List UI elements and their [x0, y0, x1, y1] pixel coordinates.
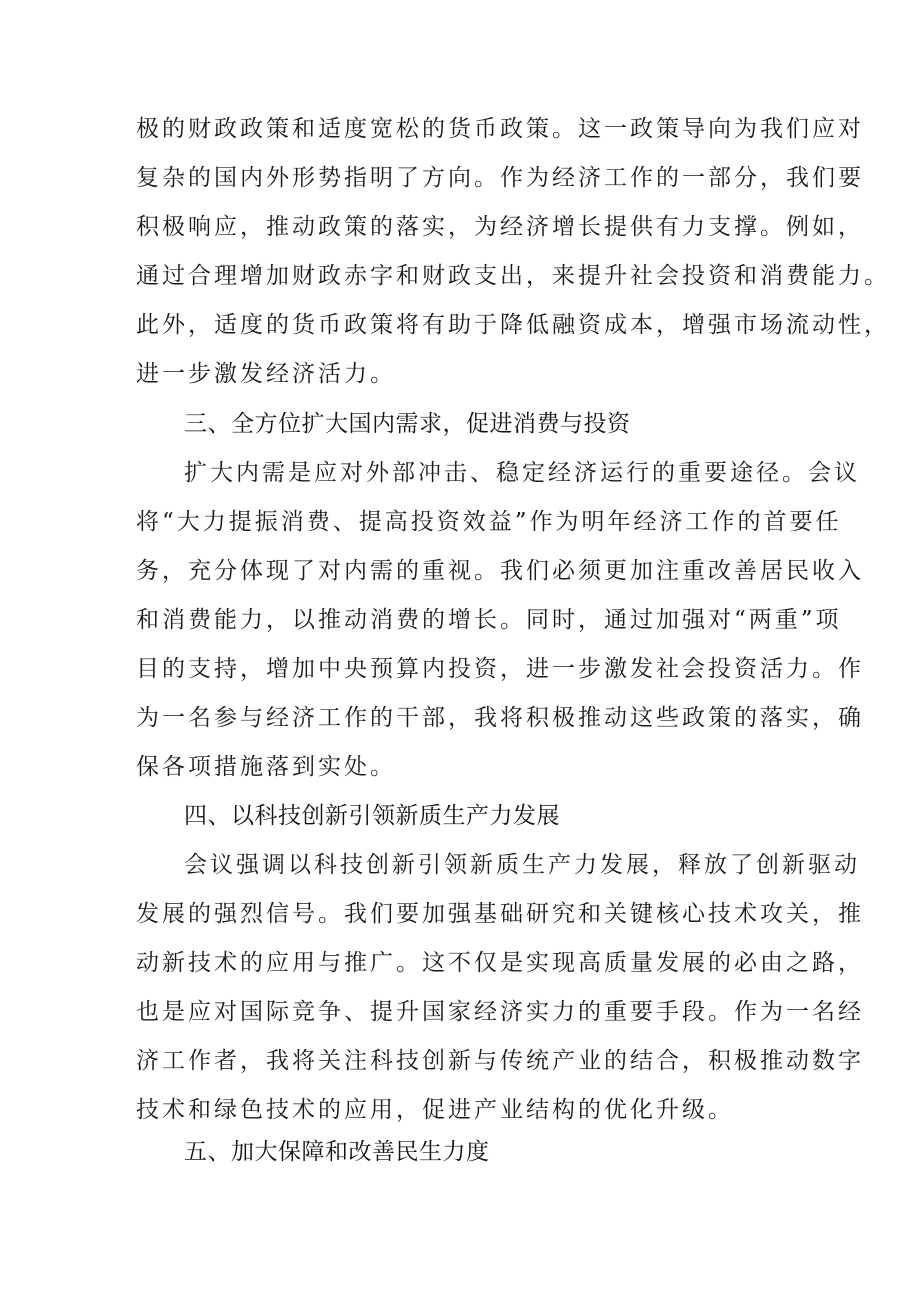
- body-text-line: 此外，适度的货币政策将有助于降低融资成本，增强市场流动性，: [136, 312, 890, 338]
- section-heading-3: 三、全方位扩大国内需求，促进消费与投资: [184, 411, 631, 437]
- body-text-line: 也是应对国际竞争、提升国家经济实力的重要手段。作为一名经: [136, 999, 864, 1025]
- body-text-line: 将“大力提振消费、提高投资效益”作为明年经济工作的首要任: [136, 509, 842, 535]
- body-text-line: 和消费能力，以推动消费的增长。同时，通过加强对“两重”项: [136, 607, 842, 633]
- section-heading-4: 四、以科技创新引领新质生产力发展: [184, 803, 560, 829]
- body-text-line: 会议强调以科技创新引领新质生产力发展，释放了创新驱动: [184, 852, 860, 878]
- body-text-line: 目的支持，增加中央预算内投资，进一步激发社会投资活力。作: [136, 656, 864, 682]
- body-text-line: 极的财政政策和适度宽松的货币政策。这一政策导向为我们应对: [136, 116, 864, 142]
- body-text-line: 发展的强烈信号。我们要加强基础研究和关键核心技术攻关，推: [136, 901, 864, 927]
- body-text-line: 动新技术的应用与推广。这不仅是实现高质量发展的必由之路，: [136, 950, 864, 976]
- body-text-line: 复杂的国内外形势指明了方向。作为经济工作的一部分，我们要: [136, 165, 864, 191]
- body-text-line: 保各项措施落到实处。: [136, 754, 396, 780]
- body-text-line: 进一步激发经济活力。: [136, 361, 396, 387]
- body-text-line: 积极响应，推动政策的落实，为经济增长提供有力支撑。例如，: [136, 214, 864, 240]
- body-text-line: 通过合理增加财政赤字和财政支出，来提升社会投资和消费能力。: [136, 263, 890, 289]
- section-heading-5: 五、加大保障和改善民生力度: [184, 1139, 490, 1165]
- body-text-line: 济工作者，我将关注科技创新与传统产业的结合，积极推动数字: [136, 1048, 864, 1074]
- body-text-line: 务，充分体现了对内需的重视。我们必须更加注重改善居民收入: [136, 558, 864, 584]
- body-text-line: 扩大内需是应对外部冲击、稳定经济运行的重要途径。会议: [184, 460, 860, 486]
- body-text-line: 技术和绿色技术的应用，促进产业结构的优化升级。: [136, 1097, 734, 1123]
- body-text-line: 为一名参与经济工作的干部，我将积极推动这些政策的落实，确: [136, 705, 864, 731]
